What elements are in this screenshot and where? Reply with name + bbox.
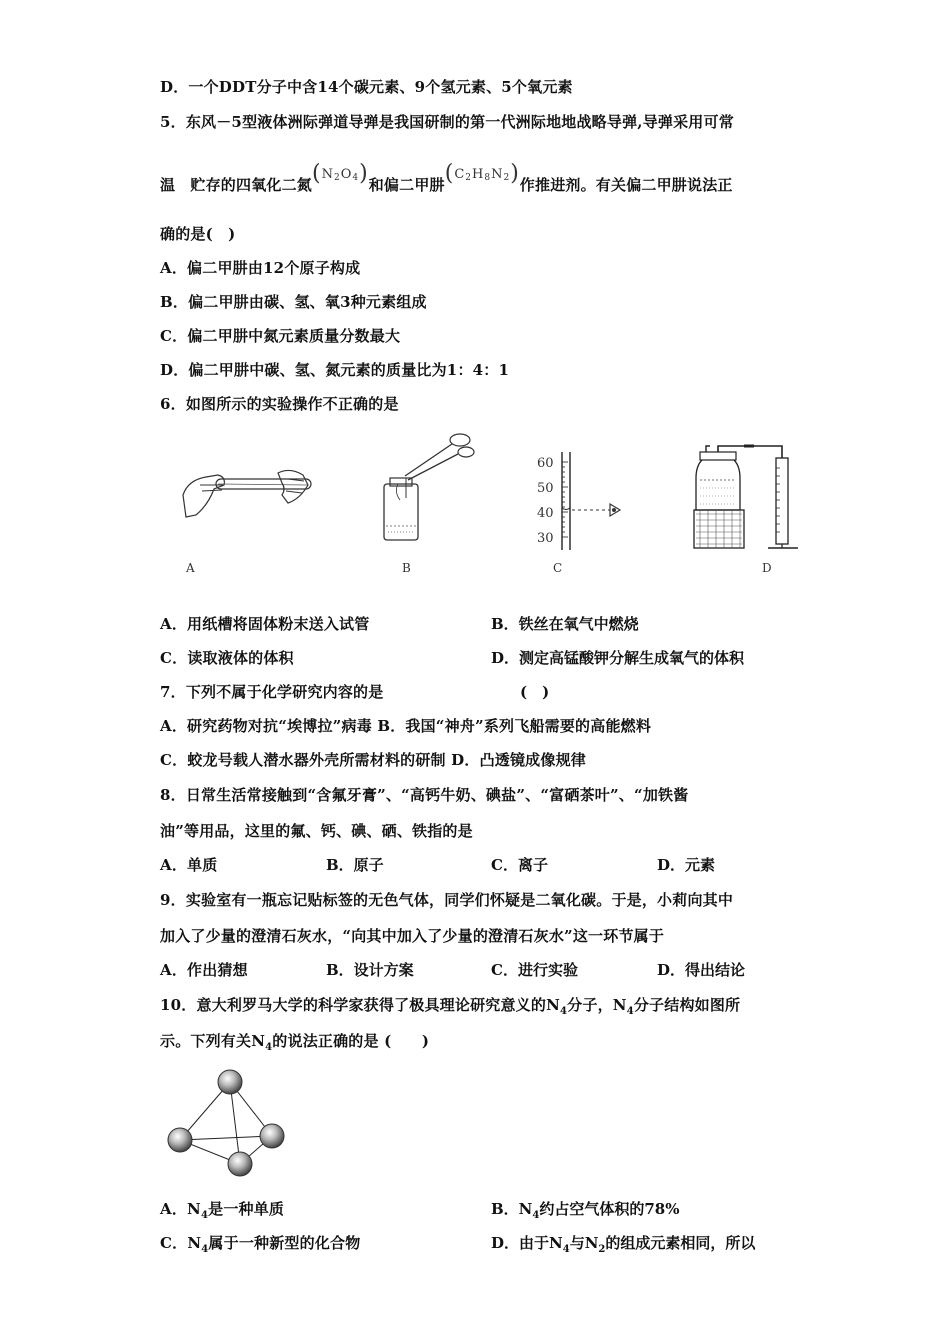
- q10-opt-c-text: C．N: [160, 1234, 202, 1252]
- q10-sub: 4: [201, 1244, 209, 1255]
- q6-figure-d: [690, 444, 805, 552]
- q10-sub: 4: [560, 1006, 568, 1017]
- q8-option-d: D．元素: [657, 856, 716, 874]
- q10-opt-a-text: A．N: [160, 1200, 201, 1218]
- q10-opt-d-text2: 与N: [569, 1234, 599, 1252]
- q6-tick-30: 30: [537, 531, 554, 546]
- n4-atom: [218, 1070, 242, 1094]
- q5-stem-line2: [160, 161, 733, 200]
- q10-opt-b-text2: 约占空气体积的78%: [539, 1200, 680, 1218]
- q7-stem: 7．下列不属于化学研究内容的是: [160, 683, 384, 701]
- q9-option-b: B．设计方案: [326, 961, 414, 979]
- q10-stem-line1: [160, 995, 740, 1022]
- q10-sub: 4: [200, 1210, 209, 1221]
- q5-stem-line1: 5．东风－5型液体洲际弹道导弹是我国研制的第一代洲际地地战略导弹,导弹采用可常: [160, 113, 734, 131]
- q5-text-b: 和偏二甲肼: [368, 176, 445, 194]
- q5-option-a: A．偏二甲肼由12个原子构成: [160, 259, 361, 277]
- q8-stem-line1: 8．日常生活常接触到“含氟牙膏”、“高钙牛奶、碘盐”、“富硒茶叶”、“加铁酱: [160, 786, 689, 804]
- q6-tick-60: 60: [537, 456, 554, 471]
- q10-text-b: 分子，N: [567, 996, 627, 1014]
- q10-opt-d-text: D．由于N: [491, 1234, 563, 1252]
- n4-atom: [168, 1128, 192, 1152]
- q10-opt-d-text3: 的组成元素相同，所以: [605, 1234, 756, 1252]
- q10-text-d: 示。下列有关N: [160, 1032, 266, 1050]
- q5-text-c: 作推进剂。有关偏二甲肼说法正: [519, 176, 733, 194]
- q8-stem-line2: 油”等用品，这里的氟、钙、碘、硒、铁指的是: [160, 822, 473, 840]
- q10-n4-molecule-figure: [160, 1062, 300, 1187]
- q5-option-b: B．偏二甲肼由碳、氢、氧3种元素组成: [160, 293, 427, 311]
- q10-text-a: 10．意大利罗马大学的科学家获得了极具理论研究意义的N: [160, 996, 560, 1014]
- q9-option-c: C．进行实验: [491, 961, 578, 979]
- q7-options-cd: C．蛟龙号载人潜水器外壳所需材料的研制 D．凸透镜成像规律: [160, 751, 586, 769]
- n4-atom: [260, 1124, 284, 1148]
- q6-label-d: D: [762, 561, 772, 575]
- q5-formula-n2o4: (N2O4): [312, 161, 369, 186]
- q6-option-d: D．测定高锰酸钾分解生成氧气的体积: [491, 649, 745, 667]
- q9-option-a: A．作出猜想: [160, 961, 248, 979]
- q10-sub: 4: [562, 1244, 570, 1255]
- q9-stem-line2: 加入了少量的澄清石灰水，“向其中加入了少量的澄清石灰水”这一环节属于: [160, 927, 665, 945]
- q6-stem: 6．如图所示的实验操作不正确的是: [160, 395, 399, 413]
- q7-answer-paren: ( ): [520, 683, 550, 701]
- q10-sub: 4: [532, 1210, 540, 1221]
- q6-figure-b: [370, 428, 480, 548]
- q5-option-d: D．偏二甲肼中碳、氢、氮元素的质量比为1：4：1: [160, 361, 510, 379]
- q10-opt-c-text2: 属于一种新型的化合物: [208, 1234, 361, 1252]
- q8-option-a: A．单质: [160, 856, 218, 874]
- q10-option-d: [491, 1233, 755, 1260]
- q6-figure-a: [178, 455, 328, 525]
- q10-option-c: [160, 1233, 360, 1260]
- q10-text-e: 的说法正确的是 ( ): [272, 1032, 430, 1050]
- q6-tick-40: 40: [537, 506, 554, 521]
- q10-opt-b-text: B．N: [491, 1200, 533, 1218]
- q8-option-c: C．离子: [491, 856, 548, 874]
- q10-sub: 4: [265, 1042, 273, 1053]
- q5-formula-c2h8n2: (C2H8N2): [444, 161, 520, 186]
- q6-tick-50: 50: [537, 481, 554, 496]
- q6-option-b: B．铁丝在氧气中燃烧: [491, 615, 639, 633]
- q10-text-c: 分子结构如图所: [633, 996, 741, 1014]
- q10-opt-a-text2: 是一种单质: [208, 1200, 285, 1218]
- q9-stem-line1: 9．实验室有一瓶忘记贴标签的无色气体，同学们怀疑是二氧化碳。于是，小莉向其中: [160, 891, 734, 909]
- q10-sub: 2: [598, 1244, 606, 1255]
- q6-option-a: A．用纸槽将固体粉末送入试管: [160, 615, 370, 633]
- q10-option-a: [160, 1199, 284, 1226]
- q6-label-c: C: [553, 561, 563, 575]
- q4-option-d: D．一个DDT分子中含14个碳元素、9个氢元素、5个氧元素: [160, 78, 573, 96]
- q5-option-c: C．偏二甲肼中氮元素质量分数最大: [160, 327, 401, 345]
- q10-stem-line2: [160, 1031, 429, 1058]
- q6-option-c: C．读取液体的体积: [160, 649, 294, 667]
- q10-option-b: [491, 1199, 680, 1226]
- n4-atom: [228, 1152, 252, 1176]
- q7-options-ab: A．研究药物对抗“埃博拉”病毒 B．我国“神舟”系列飞船需要的高能燃料: [160, 717, 652, 735]
- q6-label-a: A: [186, 561, 195, 575]
- q5-text-a: 温 贮存的四氧化二氮: [160, 176, 313, 194]
- q8-option-b: B．原子: [326, 856, 384, 874]
- q9-option-d: D．得出结论: [657, 961, 746, 979]
- q5-stem-line3: 确的是( ): [160, 225, 236, 243]
- q10-sub: 4: [626, 1006, 634, 1017]
- q6-label-b: B: [402, 561, 411, 575]
